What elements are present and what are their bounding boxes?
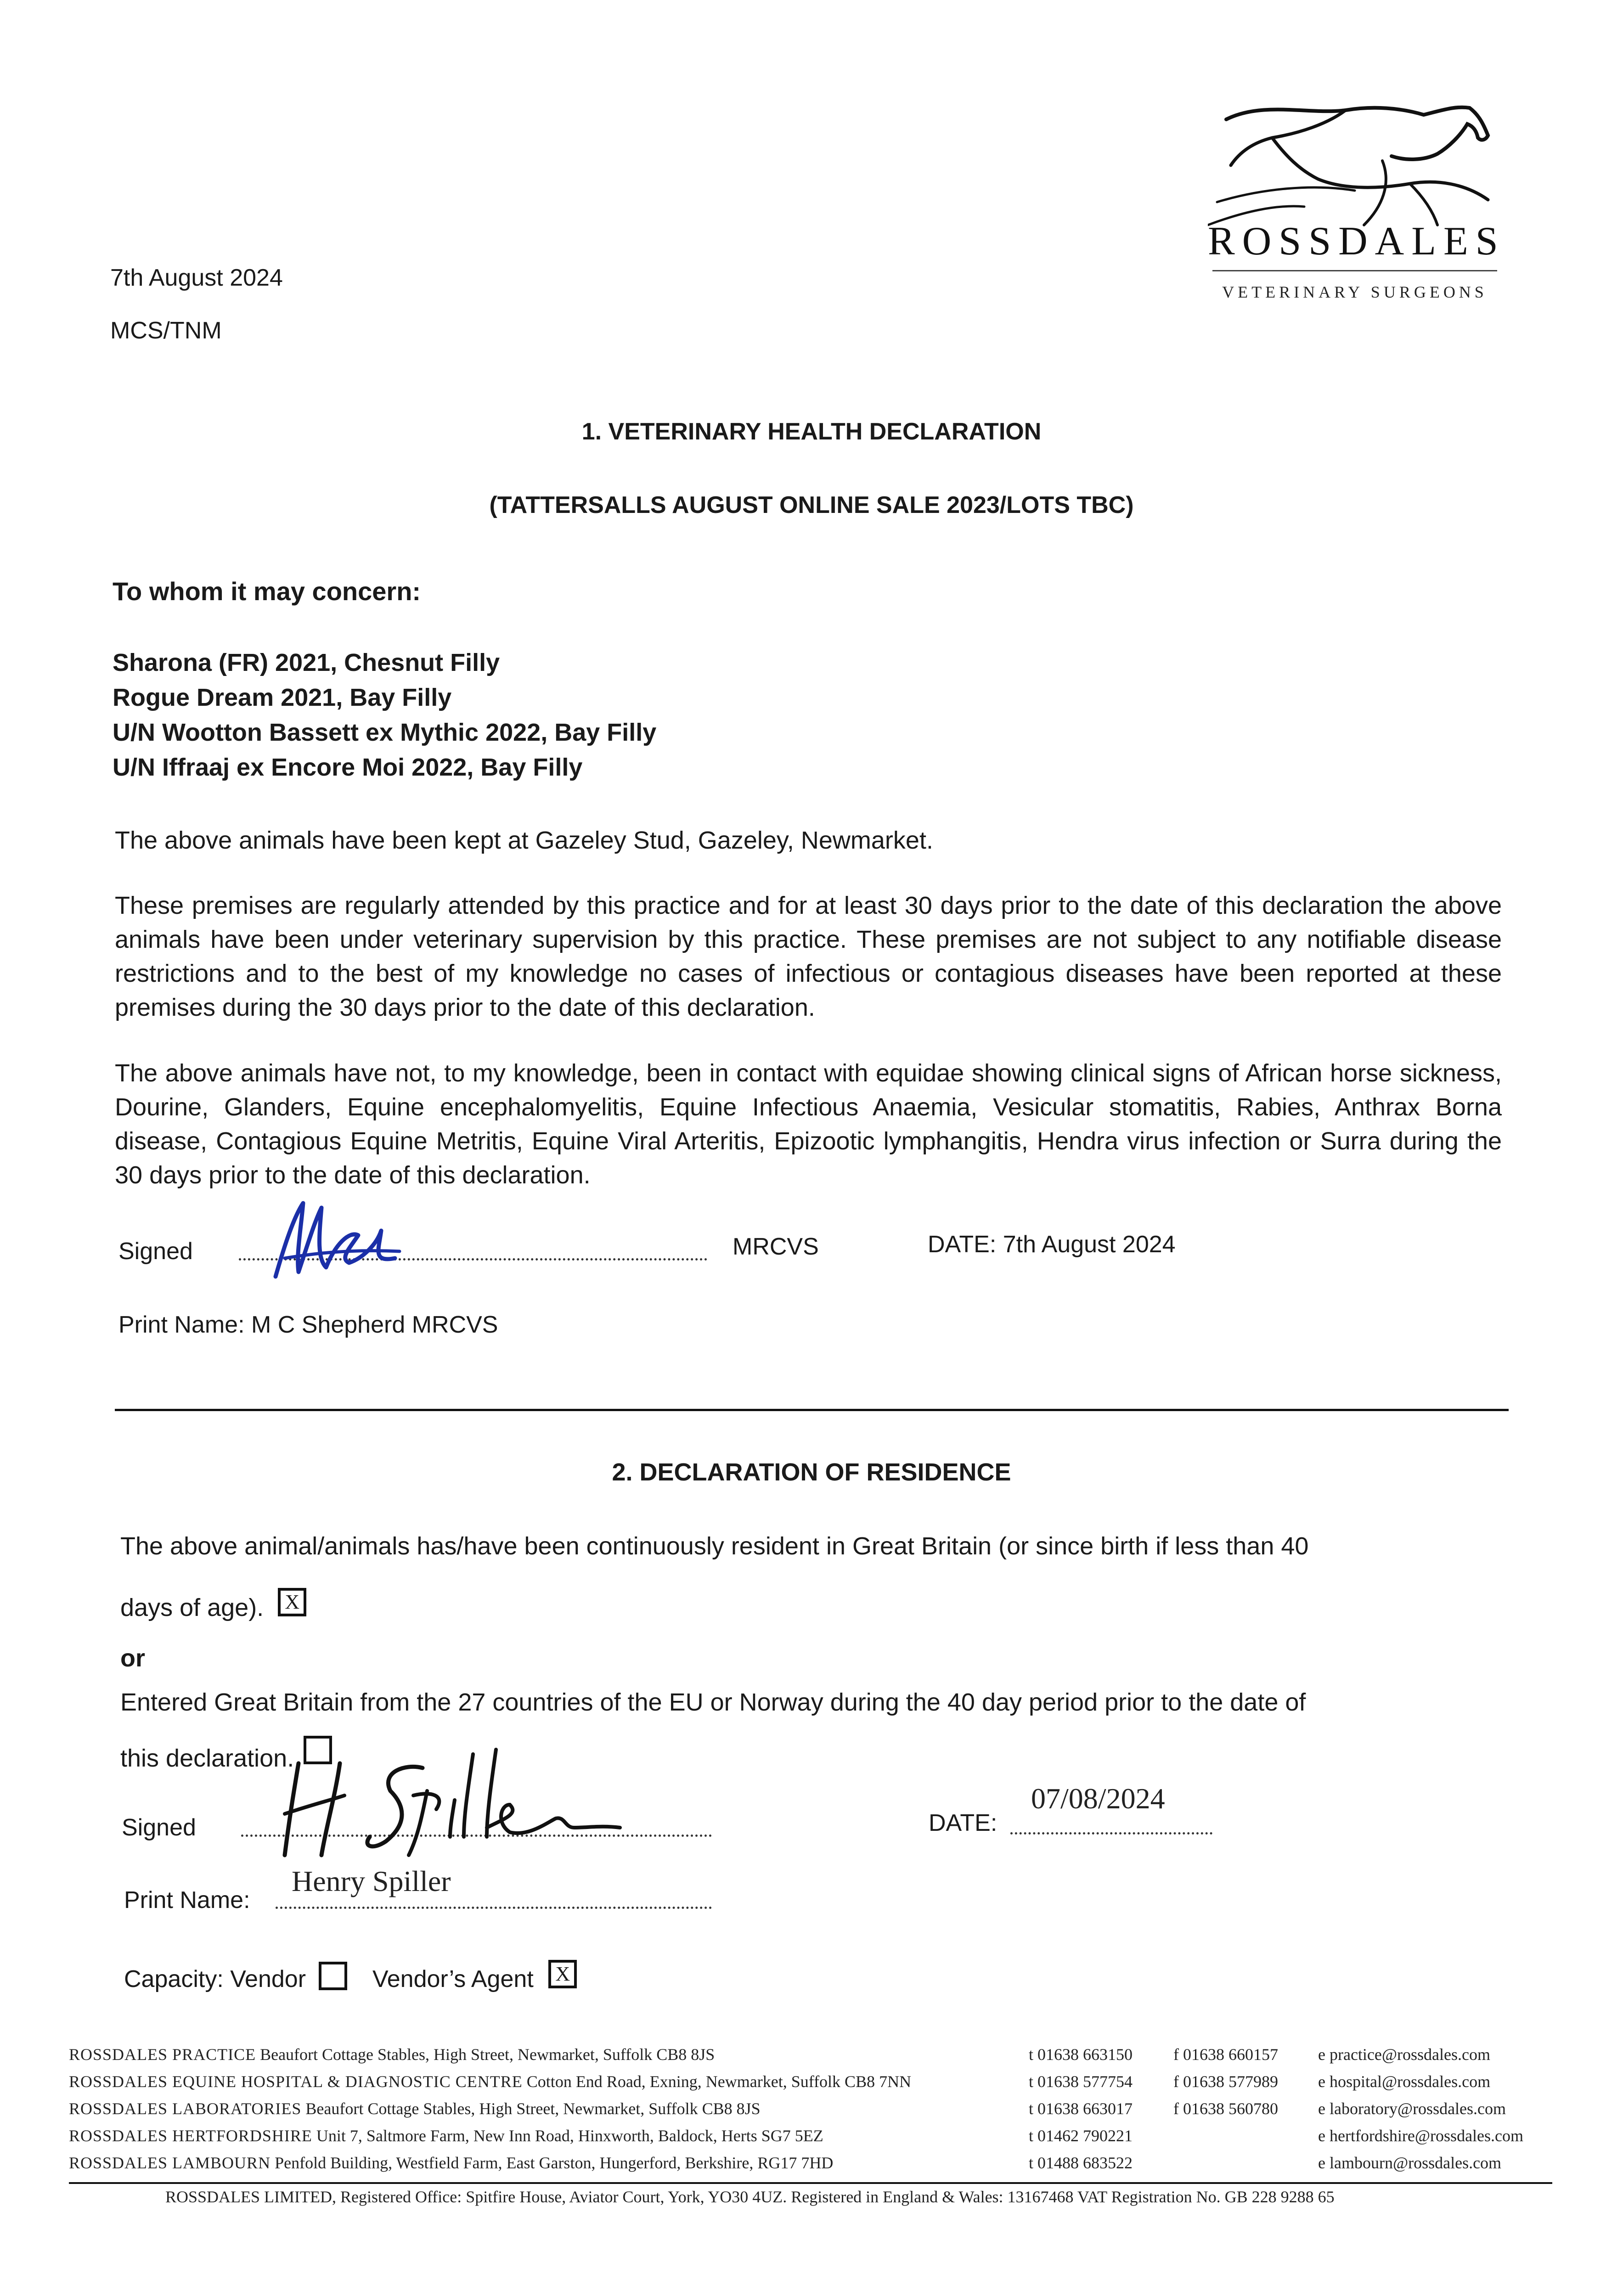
list-item: U/N Iffraaj ex Encore Moi 2022, Bay Filly xyxy=(113,754,583,781)
footer-phone: t 01638 663017 xyxy=(1029,2099,1133,2118)
footer-email[interactable]: e practice@rossdales.com xyxy=(1318,2045,1490,2064)
footer-row xyxy=(69,2150,1557,2177)
vendor-date-label: DATE: xyxy=(929,1810,997,1836)
footer-phone: t 01488 683522 xyxy=(1029,2154,1133,2172)
vendor-print-name-label: Print Name: xyxy=(124,1887,250,1913)
footer-practice-address: ROSSDALES HERTFORDSHIRE Unit 7, Saltmore Farm, New Inn Road, Hinxworth, Baldock, Herts SG7 5EZ xyxy=(69,2127,823,2145)
list-item: Rogue Dream 2021, Bay Filly xyxy=(113,684,452,711)
footer-row xyxy=(69,2068,1557,2095)
logo-name: ROSSDALES xyxy=(1208,219,1505,264)
footer-email[interactable]: e lambourn@rossdales.com xyxy=(1318,2154,1502,2172)
footer-practice-address: ROSSDALES EQUINE HOSPITAL & DIAGNOSTIC CENTRE Cotton End Road, Exning, Newmarket, Suffolk CB8 7NN xyxy=(69,2072,912,2091)
residence-option-1-text: The above animal/animals has/have been continuously resident in Great Britain (or since birth if less than 40 xyxy=(120,1532,1309,1560)
vendors-agent-checkbox[interactable]: X xyxy=(548,1960,577,1988)
footer-contacts xyxy=(69,2041,1557,2177)
section2-title: 2. DECLARATION OF RESIDENCE xyxy=(612,1458,1011,1486)
footer-row xyxy=(69,2041,1557,2068)
footer-practice-address: ROSSDALES PRACTICE Beaufort Cottage Stables, High Street, Newmarket, Suffolk CB8 8JS xyxy=(69,2045,715,2064)
footer-email[interactable]: e laboratory@rossdales.com xyxy=(1318,2099,1506,2118)
footer-phone: t 01638 663150 xyxy=(1029,2045,1133,2064)
footer-practice-address: ROSSDALES LAMBOURN Penfold Building, Westfield Farm, East Garston, Hungerford, Berkshire, RG17 7HD xyxy=(69,2154,834,2172)
vendor-date-value: 07/08/2024 xyxy=(1031,1782,1165,1815)
footer-fax: f 01638 560780 xyxy=(1173,2099,1278,2118)
premises-paragraph: The above animals have been kept at Gazeley Stud, Gazeley, Newmarket. xyxy=(115,827,933,854)
rossdales-logo xyxy=(1208,92,1505,312)
list-item: Sharona (FR) 2021, Chesnut Filly xyxy=(113,649,500,676)
footer-practice-address: ROSSDALES LABORATORIES Beaufort Cottage Stables, High Street, Newmarket, Suffolk CB8 8JS xyxy=(69,2099,761,2118)
footer-fax: f 01638 577989 xyxy=(1173,2072,1278,2091)
vendor-signature-icon xyxy=(271,1736,629,1864)
residence-option-1-cont xyxy=(120,1591,1516,1625)
residence-option-1-text-end: days of age). xyxy=(120,1594,264,1621)
vendor-print-name-line xyxy=(276,1888,712,1909)
letter-date: 7th August 2024 xyxy=(110,264,283,291)
residence-option-2-text: Entered Great Britain from the 27 countries of the EU or Norway during the 40 day period prior to the date of xyxy=(120,1688,1306,1716)
mrcvs-label: MRCVS xyxy=(733,1233,819,1260)
capacity-vendor-label: Capacity: Vendor xyxy=(124,1966,306,1992)
vet-print-name: Print Name: M C Shepherd MRCVS xyxy=(118,1311,498,1338)
vendor-print-name-value: Henry Spiller xyxy=(292,1865,451,1897)
vendor-signed-label: Signed xyxy=(122,1814,196,1841)
footer-phone: t 01462 790221 xyxy=(1029,2127,1133,2145)
resident-checkbox[interactable]: X xyxy=(278,1588,306,1616)
vendor-date-line xyxy=(1010,1814,1212,1835)
registered-office: ROSSDALES LIMITED, Registered Office: Spitfire House, Aviator Court, York, YO30 4UZ. Registered in England & Wales: 13167468 VAT Registration No. GB 228 9288 65 xyxy=(165,2188,1335,2206)
logo-rule xyxy=(1212,270,1497,271)
capacity-agent-label: Vendor’s Agent xyxy=(372,1966,534,1992)
footer-row xyxy=(69,2122,1557,2150)
residence-option-1 xyxy=(120,1529,1516,1625)
capacity-row xyxy=(124,1965,577,1995)
letter-reference: MCS/TNM xyxy=(110,317,222,344)
logo-subtitle: VETERINARY SURGEONS xyxy=(1222,283,1488,301)
vet-signature-icon xyxy=(257,1189,404,1290)
section1-title: 1. VETERINARY HEALTH DECLARATION xyxy=(581,418,1042,445)
footer-row xyxy=(69,2095,1557,2122)
footer-rule xyxy=(69,2182,1552,2184)
supervision-paragraph: These premises are regularly attended by this practice and for at least 30 days prior to the date of this declaration the above animals have been under veterinary supervision by this practice. These premises are not subject to any notifiable disease restrictions and to the best of my knowledge no cases of infectious or contagious diseases have been reported at these premises during the 30 days prior to the date of this declaration. xyxy=(115,892,1502,1021)
vet-signed-label: Signed xyxy=(118,1238,193,1265)
horse-logo-icon xyxy=(1208,92,1502,230)
animal-list xyxy=(113,645,656,785)
section1-subtitle: (TATTERSALLS AUGUST ONLINE SALE 2023/LOTS TBC) xyxy=(489,492,1134,518)
disease-contact-paragraph: The above animals have not, to my knowledge, been in contact with equidae showing clinical signs of African horse sickness, Dourine, Glanders, Equine encephalomyelitis, Equine Infectious Anaemia, Vesicular stomatitis, Rabies, Anthrax Borna disease, Contagious Equine Metritis, Equine Viral Arteritis, Epizootic lymphangitis, Hendra virus infection or Surra during the 30 days prior to the date of this declaration. xyxy=(115,1059,1502,1189)
salutation: To whom it may concern: xyxy=(113,577,421,606)
vendor-checkbox[interactable] xyxy=(319,1962,347,1990)
footer-email[interactable]: e hertfordshire@rossdales.com xyxy=(1318,2127,1524,2145)
or-label: or xyxy=(120,1644,145,1672)
residence-option-2-text-end: this declaration. xyxy=(120,1745,294,1772)
section-divider xyxy=(115,1409,1509,1411)
footer-fax: f 01638 660157 xyxy=(1173,2045,1278,2064)
footer-phone: t 01638 577754 xyxy=(1029,2072,1133,2091)
vet-date: DATE: 7th August 2024 xyxy=(928,1231,1176,1258)
footer-email[interactable]: e hospital@rossdales.com xyxy=(1318,2072,1491,2091)
list-item: U/N Wootton Bassett ex Mythic 2022, Bay Filly xyxy=(113,719,657,746)
